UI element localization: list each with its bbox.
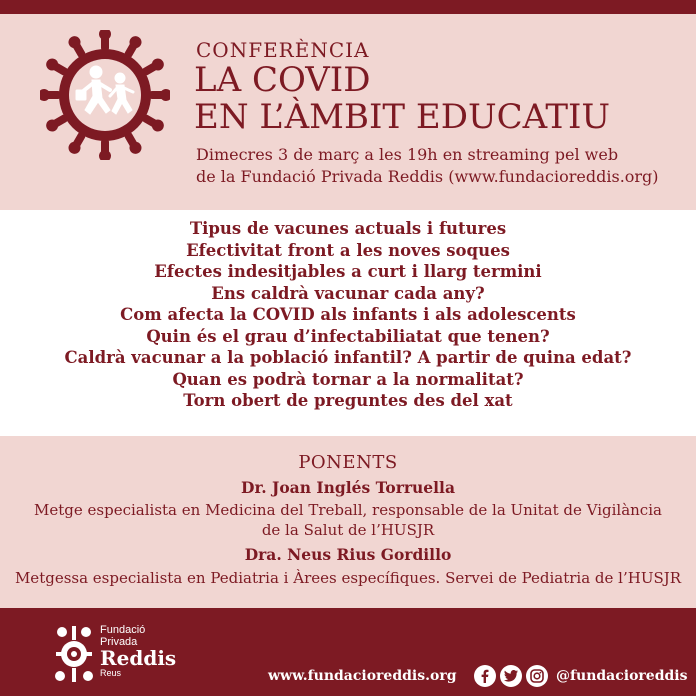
event-date-info: [196, 144, 666, 188]
title-line-1: LA COVID: [194, 60, 371, 100]
topic-item: Quan es podrà tornar a la normalitat?: [172, 369, 524, 389]
fundacio-reddis-emblem-icon: [52, 624, 96, 684]
title-line-2: EN L’ÀMBIT EDUCATIU: [194, 97, 611, 137]
speaker-2-name: Dra. Neus Rius Gordillo: [244, 545, 452, 564]
date-line-2: de la Fundació Privada Reddis (www.fundacioreddis.org): [196, 167, 659, 186]
speakers-heading: PONENTS: [298, 452, 398, 473]
foundation-city: Reus: [100, 668, 122, 678]
topic-item: Efectivitat front a les noves soques: [186, 240, 510, 260]
page-title: [194, 62, 664, 136]
foundation-name: Reddis: [100, 646, 177, 670]
speaker-1-role-line-1: Metge especialista en Medicina del Treball, responsable de la Unitat de Vigilància: [34, 501, 662, 519]
speaker-1-role: [0, 500, 696, 540]
social-handle[interactable]: @fundacioreddis: [556, 668, 688, 684]
topic-item: Tipus de vacunes actuals i futures: [189, 219, 507, 238]
foundation-wordmark: [100, 624, 176, 678]
topic-item: Quin és el grau d’infectabiliatat que tenen?: [146, 326, 550, 346]
virus-children-logo: [40, 30, 170, 160]
instagram-icon[interactable]: [526, 665, 548, 687]
topic-item: Efectes indesitjables a curt i llarg termini: [154, 262, 542, 281]
speaker-2-role: Metgessa especialista en Pediatria i Àrees específiques. Servei de Pediatria de l’HUSJR: [14, 569, 682, 587]
facebook-icon[interactable]: [474, 665, 496, 687]
speaker-1-role-line-2: de la Salut de l’HUSJR: [261, 521, 435, 539]
top-band: [0, 0, 696, 14]
topic-item: Ens caldrà vacunar cada any?: [211, 283, 485, 303]
topic-item: Com afecta la COVID als infants i als adolescents: [120, 305, 576, 324]
website-link[interactable]: www.fundacioreddis.org: [268, 668, 457, 684]
event-type-label: CONFERÈNCIA: [196, 38, 370, 62]
topic-item: Caldrà vacunar a la població infantil? A partir de quina edat?: [64, 348, 632, 367]
twitter-icon[interactable]: [500, 665, 522, 687]
topics-list: [0, 218, 696, 412]
foundation-line-2: Privada: [100, 636, 138, 648]
date-line-1: Dimecres 3 de març a les 19h en streaming pel web: [196, 145, 619, 164]
speaker-1-name: Dr. Joan Inglés Torruella: [241, 478, 455, 497]
foundation-line-1: Fundació: [100, 624, 146, 636]
social-links: [474, 665, 687, 687]
topic-item: Torn obert de preguntes des del xat: [183, 391, 513, 410]
